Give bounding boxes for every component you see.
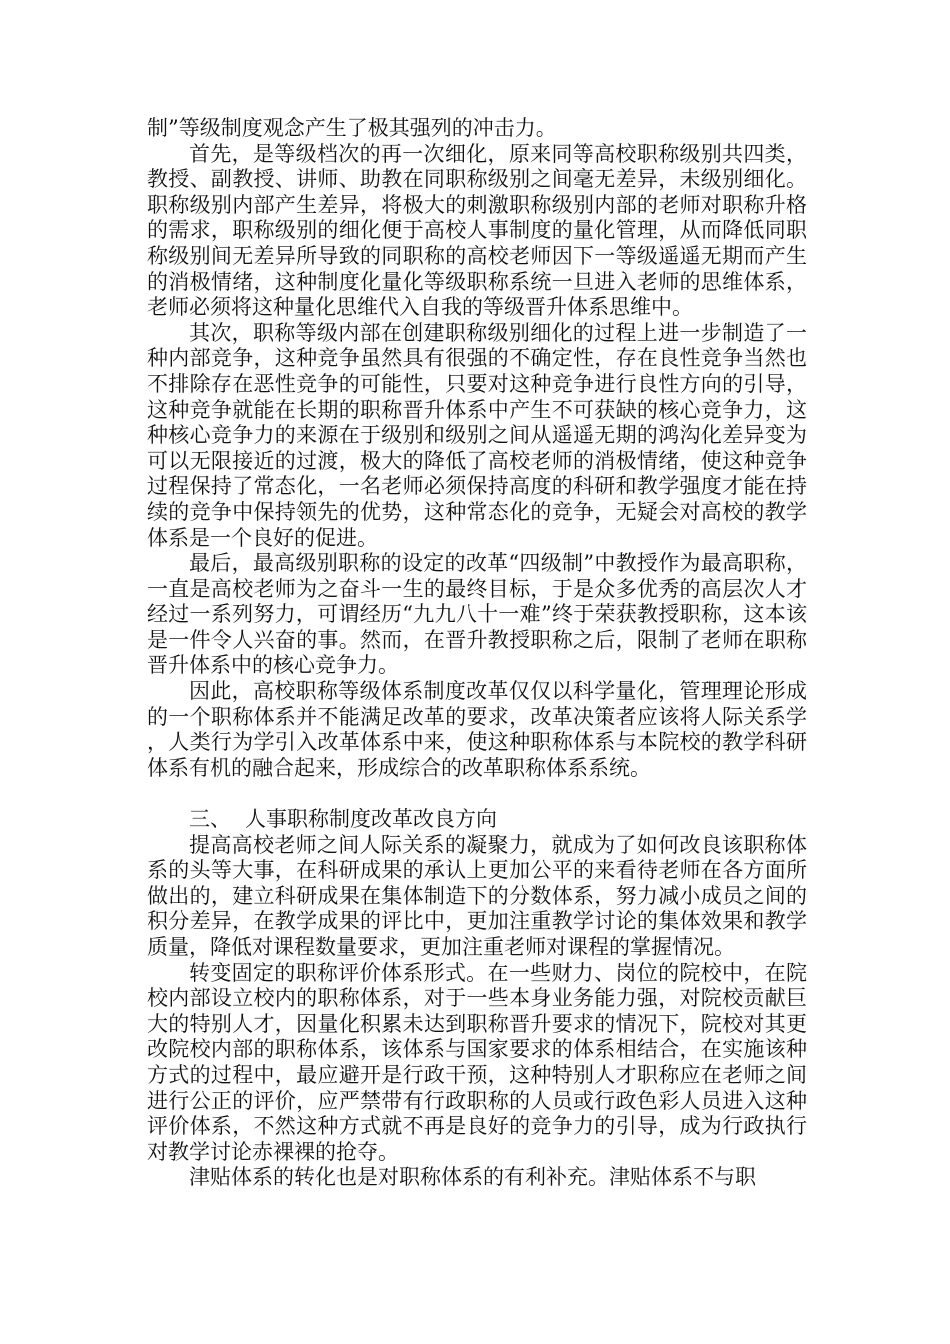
paragraph-therefore: 因此，高校职称等级体系制度改革仅仅以科学量化，管理理论形成的一个职称体系并不能满足改革的要求，改革决策者应该将人际关系学，人类行为学引入改革体系中来，使这种职称体系与本院校的教学科研体系有机的融合起来，形成综合的改革职称体系系统。 [147,679,807,780]
paragraph-second: 其次，职称等级内部在创建职称级别细化的过程上进一步制造了一种内部竞争，这种竞争虽然具有很强的不确定性，存在良性竞争当然也不排除存在恶性竞争的可能性，只要对这种竞争进行良性方向的引导，这种竞争就能在长期的职称晋升体系中产生不可获缺的核心竞争力，这种核心竞争力的来源在于级别和级别之间从遥遥无期的鸿沟化差异变为可以无限接近的过渡，极大的降低了高校老师的消极情绪，使这种竞争过程保持了常态化，一名老师必须保持高度的科研和教学强度才能在持续的竞争中保持领先的优势，这种常态化的竞争，无疑会对高校的教学体系是一个良好的促进。 [147,320,807,550]
section-title: 人事职称制度改革改良方向 [245,807,497,832]
section-number: 三、 [189,807,231,832]
paragraph-finally: 最后，最高级别职称的设定的改革“四级制”中教授作为最高职称，一直是高校老师为之奋斗一生的最终目标，于是众多优秀的高层次人才经过一系列努力，可谓经历“九九八十一难”终于荣获教授职称，这本该是一件令人兴奋的事。然而，在晋升教授职称之后，限制了老师在职称晋升体系中的核心竞争力。 [147,551,807,678]
document-page [147,116,807,1191]
paragraph-first: 首先，是等级档次的再一次细化，原来同等高校职称级别共四类，教授、副教授、讲师、助教在同职称级别之间毫无差异，未级别细化。职称级别内部产生差异，将极大的刺激职称级别内部的老师对职称升格的需求，职称级别的细化便于高校人事制度的量化管理，从而降低同职称级别间无差异所导致的同职称的高校老师因下一等级遥遥无期而产生的消极情绪，这种制度化量化等级职称系统一旦进入老师的思维体系，老师必须将这种量化思维代入自我的等级晋升体系思维中。 [147,141,807,320]
section-heading [147,807,807,833]
section-paragraph-cohesion: 提高高校老师之间人际关系的凝聚力，就成为了如何改良该职称体系的头等大事，在科研成果的承认上更加公平的来看待老师在各方面所做出的，建立科研成果在集体制造下的分数体系，努力减小成员之间的积分差异，在教学成果的评比中，更加注重教学讨论的集体效果和教学质量，降低对课程数量要求，更加注重老师对课程的掌握情况。 [147,832,807,959]
section-gap [147,781,807,807]
paragraph-continuation: 制”等级制度观念产生了极其强列的冲击力。 [147,116,557,140]
section-paragraph-evaluation: 转变固定的职称评价体系形式。在一些财力、岗位的院校中，在院校内部设立校内的职称体系，对于一些本身业务能力强，对院校贡献巨大的特别人才，因量化积累未达到职称晋升要求的情况下，院校对其更改院校内部的职称体系，该体系与国家要求的体系相结合，在实施该种方式的过程中，最应避开是行政干预，这种特别人才职称应在老师之间进行公正的评价，应严禁带有行政职称的人员或行政色彩人员进入这种评价体系，不然这种方式就不再是良好的竞争力的引导，成为行政执行对教学讨论赤裸裸的抢夺。 [147,960,807,1164]
section-paragraph-allowance: 津贴体系的转化也是对职称体系的有利补充。津贴体系不与职 [189,1165,756,1190]
